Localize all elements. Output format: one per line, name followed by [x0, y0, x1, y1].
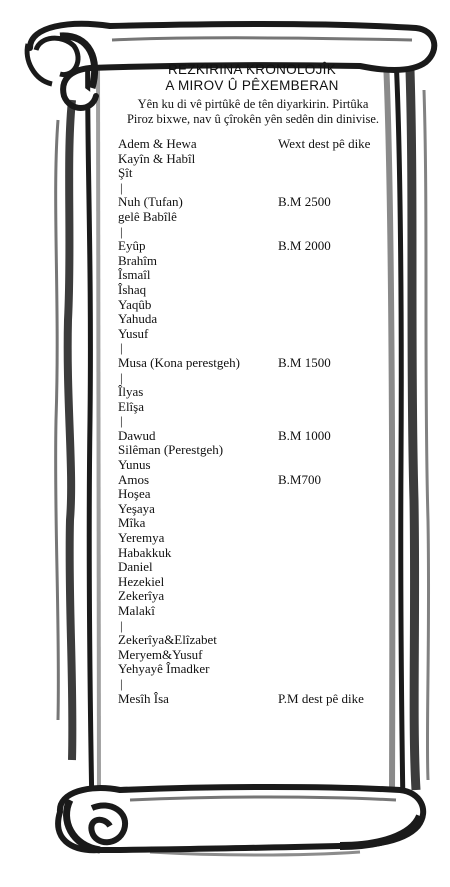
timeline-separator — [115, 341, 395, 356]
timeline-row — [115, 356, 395, 371]
timeline-name: Elîşa — [118, 398, 144, 414]
timeline-row — [115, 458, 395, 473]
timeline-name: Yehyayê Îmadker — [118, 661, 210, 677]
intro-line: Piroz bixwe, nav û çîrokên yên sedên din dinivise. — [126, 112, 380, 126]
timeline-name: Eyûp — [118, 238, 146, 254]
timeline-row — [115, 692, 395, 707]
intro-line: Yên ku di vê pirtûkê de tên diyarkirin. Pirtûka — [137, 97, 369, 111]
timeline-row — [115, 473, 395, 488]
timeline-name: Musa (Kona perestgeh) — [118, 354, 241, 370]
timeline-row — [115, 195, 395, 210]
timeline-name: Habakkuk — [118, 544, 172, 560]
timeline-row — [115, 400, 395, 415]
timeline-row — [115, 560, 395, 575]
timeline-name: | — [120, 223, 123, 239]
timeline-separator — [115, 225, 395, 240]
timeline-date: B.M700 — [278, 471, 321, 487]
timeline-separator — [115, 181, 395, 196]
timeline-row — [115, 429, 395, 444]
timeline-row — [115, 546, 395, 561]
timeline-row — [115, 312, 395, 327]
timeline-name: Zekerîya — [118, 588, 165, 604]
timeline-name: Brahîm — [118, 252, 157, 268]
timeline-name: Hoşea — [118, 486, 151, 502]
timeline-name: Şît — [118, 165, 133, 181]
timeline-list — [115, 137, 395, 706]
timeline-date: B.M 1500 — [278, 354, 331, 370]
timeline-row — [115, 137, 395, 152]
timeline-name: Îlyas — [118, 384, 144, 400]
timeline-row — [115, 516, 395, 531]
timeline-row — [115, 298, 395, 313]
timeline-row — [115, 166, 395, 181]
intro-text — [103, 97, 403, 127]
timeline-name: Adem & Hewa — [118, 136, 197, 151]
document-title — [109, 62, 395, 94]
timeline-name: Mesîh Îsa — [118, 690, 169, 706]
timeline-name: Mîka — [118, 515, 146, 531]
timeline-name: Yeremya — [118, 530, 165, 546]
timeline-row — [115, 648, 395, 663]
timeline-name: | — [120, 340, 123, 356]
timeline-row — [115, 531, 395, 546]
timeline-name: Nuh (Tufan) — [118, 194, 183, 210]
timeline-row — [115, 268, 395, 283]
timeline-name: Hezekiel — [118, 573, 165, 589]
timeline-date: B.M 1000 — [278, 427, 331, 443]
timeline-name: Malakî — [118, 603, 155, 618]
timeline-row — [115, 589, 395, 604]
timeline-name: Amos — [118, 471, 150, 487]
timeline-row — [115, 283, 395, 298]
timeline-row — [115, 239, 395, 254]
timeline-row — [115, 152, 395, 167]
timeline-row — [115, 502, 395, 517]
timeline-name: Zekerîya&Elîzabet — [118, 632, 217, 648]
timeline-row — [115, 662, 395, 677]
timeline-row — [115, 210, 395, 225]
scroll-content — [115, 62, 395, 706]
timeline-name: Yaqûb — [118, 296, 152, 312]
timeline-separator — [115, 414, 395, 429]
timeline-name: Yunus — [118, 457, 151, 473]
timeline-name: Yahuda — [118, 311, 158, 327]
timeline-name: | — [120, 179, 123, 195]
timeline-separator — [115, 677, 395, 692]
timeline-name: | — [120, 413, 123, 429]
timeline-row — [115, 254, 395, 269]
timeline-row — [115, 633, 395, 648]
timeline-name: gelê Babîlê — [118, 208, 177, 224]
timeline-name: Îshaq — [118, 281, 147, 297]
timeline-name: Yeşaya — [118, 500, 155, 516]
timeline-name: Meryem&Yusuf — [118, 646, 203, 662]
title-line: A MIROV Û PÊXEMBERAN — [165, 78, 339, 93]
timeline-row — [115, 443, 395, 458]
timeline-date: B.M 2000 — [278, 238, 331, 254]
timeline-row — [115, 575, 395, 590]
timeline-name: Silêman (Perestgeh) — [118, 442, 224, 458]
timeline-date: Wext dest pê dike — [278, 136, 371, 151]
title-line: REZKIRINA KRONOLOJÎK — [167, 62, 337, 77]
timeline-name: Îsmaîl — [118, 267, 151, 283]
timeline-row — [115, 385, 395, 400]
timeline-row — [115, 487, 395, 502]
timeline-separator — [115, 619, 395, 634]
timeline-name: Daniel — [118, 559, 153, 575]
timeline-row — [115, 327, 395, 342]
timeline-name: Kayîn & Habîl — [118, 150, 196, 166]
timeline-name: | — [120, 675, 123, 691]
timeline-name: Yusuf — [118, 325, 149, 341]
timeline-name: | — [120, 617, 123, 633]
timeline-name: Dawud — [118, 427, 156, 443]
timeline-date: P.M dest pê dike — [278, 690, 364, 706]
timeline-row — [115, 604, 395, 619]
timeline-separator — [115, 371, 395, 386]
timeline-name: | — [120, 369, 123, 385]
timeline-date: B.M 2500 — [278, 194, 331, 210]
